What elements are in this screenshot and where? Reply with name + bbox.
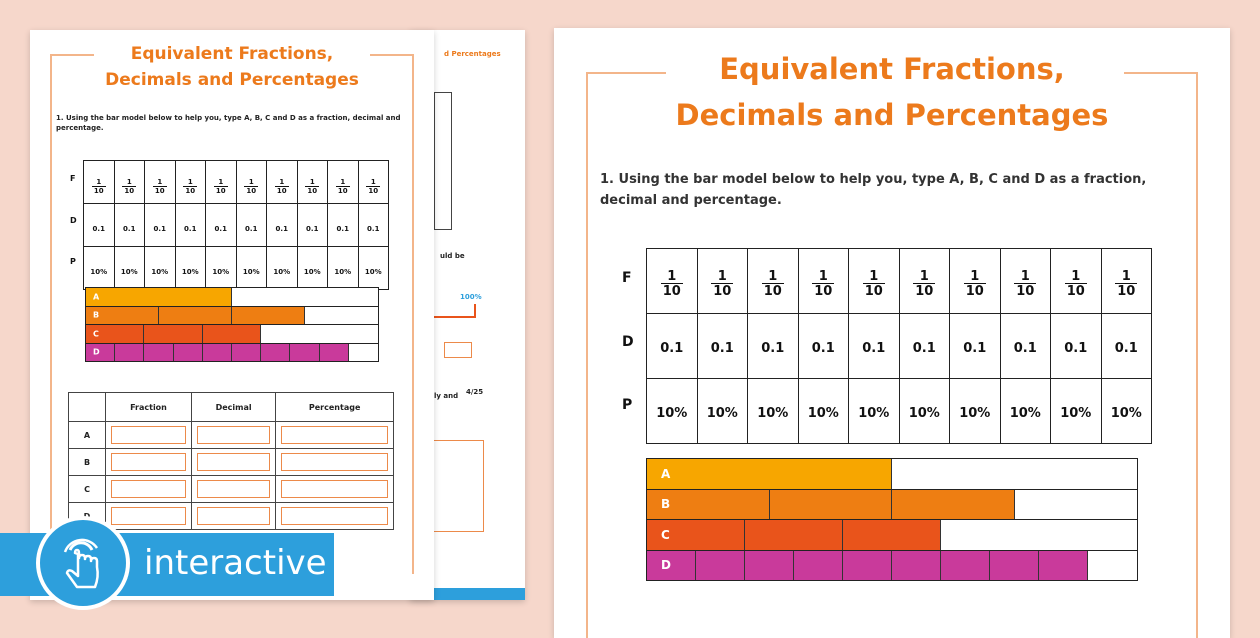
grid-row-label: F xyxy=(622,270,632,286)
fraction-value: $\frac{1}{10}$ xyxy=(1066,268,1085,299)
bar-label: C xyxy=(93,329,99,339)
cell-value: 10% xyxy=(334,267,352,276)
grid-cell xyxy=(145,247,176,290)
grid-cell xyxy=(950,379,1001,444)
answer-input-d-percentage[interactable] xyxy=(281,507,388,525)
bar-segment xyxy=(941,551,990,581)
cell-value: 0.1 xyxy=(1114,340,1138,356)
grid-cell xyxy=(1051,379,1102,444)
fraction-value: $\frac{1}{10}$ xyxy=(246,178,257,195)
back-grid-stub xyxy=(434,92,452,230)
bar-label: B xyxy=(661,497,671,512)
grid-cell xyxy=(1101,249,1152,314)
grid-cell xyxy=(297,204,328,247)
fraction-value: $\frac{1}{10}$ xyxy=(124,178,135,195)
grid-cell xyxy=(114,161,145,204)
cell-value: 0.1 xyxy=(153,224,166,233)
answer-input-c-decimal[interactable] xyxy=(197,480,270,498)
header-percentage: Percentage xyxy=(276,393,394,422)
bar-fill xyxy=(86,288,232,306)
answer-input-c-fraction[interactable] xyxy=(111,480,186,498)
back-snippet-way: ly and xyxy=(434,392,459,400)
fraction-value: $\frac{1}{10}$ xyxy=(215,178,226,195)
back-line xyxy=(434,304,476,318)
grid-cell xyxy=(1101,379,1152,444)
cell-value: 10% xyxy=(656,405,688,421)
cell-value: 0.1 xyxy=(710,340,734,356)
cell-value: 10% xyxy=(858,405,890,421)
cell-value: 0.1 xyxy=(306,224,319,233)
left-title-line2: Decimals and Percentages xyxy=(105,70,359,90)
bar-row-a xyxy=(85,287,379,307)
back-snippet-frac: 4/25 xyxy=(466,388,484,396)
cell-value: 0.1 xyxy=(184,224,197,233)
grid-row xyxy=(84,204,389,247)
fraction-value: $\frac{1}{10}$ xyxy=(662,268,681,299)
bar-row-d xyxy=(646,550,1138,582)
header-fraction: Fraction xyxy=(106,393,192,422)
cell-value: 0.1 xyxy=(660,340,684,356)
answer-input-c-percentage[interactable] xyxy=(281,480,388,498)
grid-cell xyxy=(1051,314,1102,379)
grid-cell xyxy=(899,379,950,444)
grid-cell xyxy=(748,249,799,314)
answer-input-b-decimal[interactable] xyxy=(197,453,270,471)
grid-cell xyxy=(236,247,267,290)
interactive-label: interactive xyxy=(144,543,327,583)
bar-label: D xyxy=(661,558,671,573)
grid-cell xyxy=(206,247,237,290)
frame-side-right xyxy=(1196,72,1198,638)
grid-cell xyxy=(175,247,206,290)
bar-segment xyxy=(1039,551,1088,581)
cell-value: 0.1 xyxy=(245,224,258,233)
fraction-value: $\frac{1}{10}$ xyxy=(713,268,732,299)
grid-cell xyxy=(849,314,900,379)
answer-input-a-decimal[interactable] xyxy=(197,426,270,444)
back-answer-area xyxy=(432,440,484,532)
bar-segment xyxy=(174,344,203,362)
grid-row xyxy=(84,247,389,290)
cell-value: 10% xyxy=(807,405,839,421)
grid-cell xyxy=(267,204,298,247)
header-decimal: Decimal xyxy=(191,393,275,422)
bar-segment xyxy=(159,307,232,325)
grid-cell xyxy=(697,314,748,379)
bar-segment xyxy=(203,344,232,362)
answer-input-a-percentage[interactable] xyxy=(281,426,388,444)
grid-cell xyxy=(798,314,849,379)
cell-value: 10% xyxy=(1110,405,1142,421)
fraction-value: $\frac{1}{10}$ xyxy=(368,178,379,195)
grid-cell xyxy=(175,204,206,247)
grid-cell xyxy=(297,247,328,290)
fraction-decimal-percent-table xyxy=(646,248,1152,444)
grid-row-label: P xyxy=(622,397,633,413)
bar-row-a xyxy=(646,458,1138,490)
bar-segment xyxy=(843,551,892,581)
cell-value: 0.1 xyxy=(275,224,288,233)
cell-value: 0.1 xyxy=(912,340,936,356)
grid-cell xyxy=(1101,314,1152,379)
page-title-line1: Equivalent Fractions, xyxy=(719,52,1065,86)
bar-label: B xyxy=(93,310,100,320)
main-worksheet xyxy=(554,28,1230,638)
fraction-value: $\frac{1}{10}$ xyxy=(814,268,833,299)
bar-segment xyxy=(647,459,892,489)
grid-cell xyxy=(236,204,267,247)
cell-value: 0.1 xyxy=(367,224,380,233)
cell-value: 10% xyxy=(706,405,738,421)
fraction-value: $\frac{1}{10}$ xyxy=(337,178,348,195)
back-snippet-should: uld be xyxy=(440,252,465,260)
grid-cell xyxy=(145,161,176,204)
cell-value: 0.1 xyxy=(963,340,987,356)
cell-value: 10% xyxy=(242,267,260,276)
grid-cell xyxy=(267,247,298,290)
cell-value: 0.1 xyxy=(761,340,785,356)
grid-cell xyxy=(206,204,237,247)
grid-cell xyxy=(328,204,359,247)
grid-cell xyxy=(950,249,1001,314)
bar-segment xyxy=(290,344,319,362)
grid-cell xyxy=(748,379,799,444)
fraction-value: $\frac{1}{10}$ xyxy=(864,268,883,299)
grid-cell xyxy=(647,249,698,314)
grid-row-label: D xyxy=(70,215,77,225)
answer-input-b-fraction[interactable] xyxy=(111,453,186,471)
grid-row-label: D xyxy=(622,333,634,350)
grid-cell xyxy=(849,379,900,444)
bar-segment xyxy=(892,551,941,581)
grid-cell xyxy=(1000,249,1051,314)
grid-row xyxy=(647,249,1152,314)
grid-cell xyxy=(697,379,748,444)
grid-cell xyxy=(328,247,359,290)
bar-segment xyxy=(843,520,941,550)
bar-segment xyxy=(990,551,1039,581)
grid-cell xyxy=(358,247,389,290)
answer-table-corner xyxy=(69,393,106,422)
bar-segment xyxy=(647,551,696,581)
bar-segment xyxy=(232,307,305,325)
bar-fill xyxy=(86,325,261,343)
bar-segment xyxy=(770,490,893,520)
left-worksheet xyxy=(30,30,434,600)
answer-input-a-fraction[interactable] xyxy=(111,426,186,444)
cell-value: 10% xyxy=(1009,405,1041,421)
cell-value: 10% xyxy=(303,267,321,276)
grid-cell xyxy=(328,161,359,204)
answer-row-label: C xyxy=(69,476,106,503)
cell-value: 10% xyxy=(757,405,789,421)
bar-segment xyxy=(144,344,173,362)
frame-side-left xyxy=(586,72,588,638)
cell-value: 0.1 xyxy=(336,224,349,233)
grid-cell xyxy=(899,314,950,379)
grid-cell xyxy=(145,204,176,247)
fraction-value: $\frac{1}{10}$ xyxy=(915,268,934,299)
left-title-line1: Equivalent Fractions, xyxy=(130,44,334,64)
grid-cell xyxy=(748,314,799,379)
cell-value: 0.1 xyxy=(214,224,227,233)
cell-value: 10% xyxy=(273,267,291,276)
grid-cell xyxy=(206,161,237,204)
answer-input-b-percentage[interactable] xyxy=(281,453,388,471)
bar-row-c xyxy=(646,519,1138,551)
grid-cell xyxy=(84,204,115,247)
cell-value: 10% xyxy=(120,267,138,276)
grid-cell xyxy=(697,249,748,314)
grid-cell xyxy=(1051,249,1102,314)
bar-segment xyxy=(144,325,202,343)
fraction-value: $\frac{1}{10}$ xyxy=(185,178,196,195)
bar-label: A xyxy=(93,292,100,302)
bar-fill xyxy=(647,459,892,489)
cell-value: 0.1 xyxy=(123,224,136,233)
grid-row xyxy=(647,379,1152,444)
page-title-line2: Decimals and Percentages xyxy=(675,98,1109,132)
bar-segment xyxy=(696,551,745,581)
fraction-value: $\frac{1}{10}$ xyxy=(763,268,782,299)
bar-label: D xyxy=(93,347,100,357)
cell-value: 0.1 xyxy=(1013,340,1037,356)
answer-table xyxy=(68,392,394,530)
grid-row-label: P xyxy=(70,257,76,266)
answer-input-d-decimal[interactable] xyxy=(197,507,270,525)
fraction-value: $\frac{1}{10}$ xyxy=(93,178,104,195)
fraction-value: $\frac{1}{10}$ xyxy=(965,268,984,299)
bar-segment xyxy=(232,344,261,362)
grid-cell xyxy=(297,161,328,204)
grid-row xyxy=(84,161,389,204)
fraction-value: $\frac{1}{10}$ xyxy=(276,178,287,195)
bar-row-d xyxy=(85,343,379,363)
bar-segment xyxy=(203,325,261,343)
grid-cell xyxy=(647,379,698,444)
cell-value: 10% xyxy=(364,267,382,276)
bar-segment xyxy=(115,344,144,362)
cell-value: 10% xyxy=(151,267,169,276)
cell-value: 10% xyxy=(212,267,230,276)
fraction-value: $\frac{1}{10}$ xyxy=(1117,268,1136,299)
bar-row-c xyxy=(85,324,379,344)
cell-value: 10% xyxy=(1060,405,1092,421)
grid-cell xyxy=(175,161,206,204)
cell-value: 0.1 xyxy=(862,340,886,356)
bar-fill xyxy=(647,520,941,550)
frame-side-right xyxy=(412,54,414,574)
grid-cell xyxy=(236,161,267,204)
grid-row xyxy=(647,314,1152,379)
cell-value: 10% xyxy=(959,405,991,421)
bar-fill xyxy=(86,344,349,362)
bar-fill xyxy=(647,551,1088,581)
fraction-value: $\frac{1}{10}$ xyxy=(307,178,318,195)
frame-side-left xyxy=(50,54,52,574)
grid-cell xyxy=(1000,379,1051,444)
answer-row-label: A xyxy=(69,422,106,449)
grid-cell xyxy=(84,247,115,290)
bar-label: A xyxy=(661,466,671,481)
bar-segment xyxy=(892,490,1015,520)
grid-cell xyxy=(84,161,115,204)
grid-cell xyxy=(899,249,950,314)
fraction-value: $\frac{1}{10}$ xyxy=(1016,268,1035,299)
fraction-value: $\frac{1}{10}$ xyxy=(154,178,165,195)
left-question: 1. Using the bar model below to help you, type A, B, C and D as a fraction, decimal and percentage. xyxy=(56,114,401,132)
bar-label: C xyxy=(661,527,670,542)
bar-row-b xyxy=(646,489,1138,521)
back-snippet-100: 100% xyxy=(460,293,482,301)
grid-cell xyxy=(358,161,389,204)
bar-row-b xyxy=(85,306,379,326)
grid-cell xyxy=(798,379,849,444)
grid-cell xyxy=(647,314,698,379)
cell-value: 10% xyxy=(90,267,108,276)
cell-value: 0.1 xyxy=(811,340,835,356)
grid-cell xyxy=(358,204,389,247)
bar-segment xyxy=(320,344,349,362)
tap-hand-icon xyxy=(36,516,130,610)
grid-cell xyxy=(114,247,145,290)
grid-cell xyxy=(267,161,298,204)
back-answer-box xyxy=(444,342,472,358)
question-text: 1. Using the bar model below to help you, type A, B, C and D as a fraction, decimal and percentage. xyxy=(600,172,1147,208)
bar-segment xyxy=(86,344,115,362)
bar-segment xyxy=(86,288,232,306)
bar-segment xyxy=(794,551,843,581)
bar-segment xyxy=(261,344,290,362)
fraction-decimal-percent-table xyxy=(83,160,389,290)
grid-cell xyxy=(798,249,849,314)
grid-cell xyxy=(1000,314,1051,379)
cell-value: 10% xyxy=(181,267,199,276)
bar-fill xyxy=(647,490,1015,520)
grid-cell xyxy=(950,314,1001,379)
bar-fill xyxy=(86,307,305,325)
grid-cell xyxy=(114,204,145,247)
back-header-snippet: d Percentages xyxy=(444,50,501,58)
cell-value: 0.1 xyxy=(1064,340,1088,356)
bar-segment xyxy=(745,551,794,581)
cell-value: 0.1 xyxy=(92,224,105,233)
answer-row-label: B xyxy=(69,449,106,476)
grid-cell xyxy=(849,249,900,314)
grid-row-label: F xyxy=(70,174,76,183)
cell-value: 10% xyxy=(908,405,940,421)
bar-segment xyxy=(745,520,843,550)
